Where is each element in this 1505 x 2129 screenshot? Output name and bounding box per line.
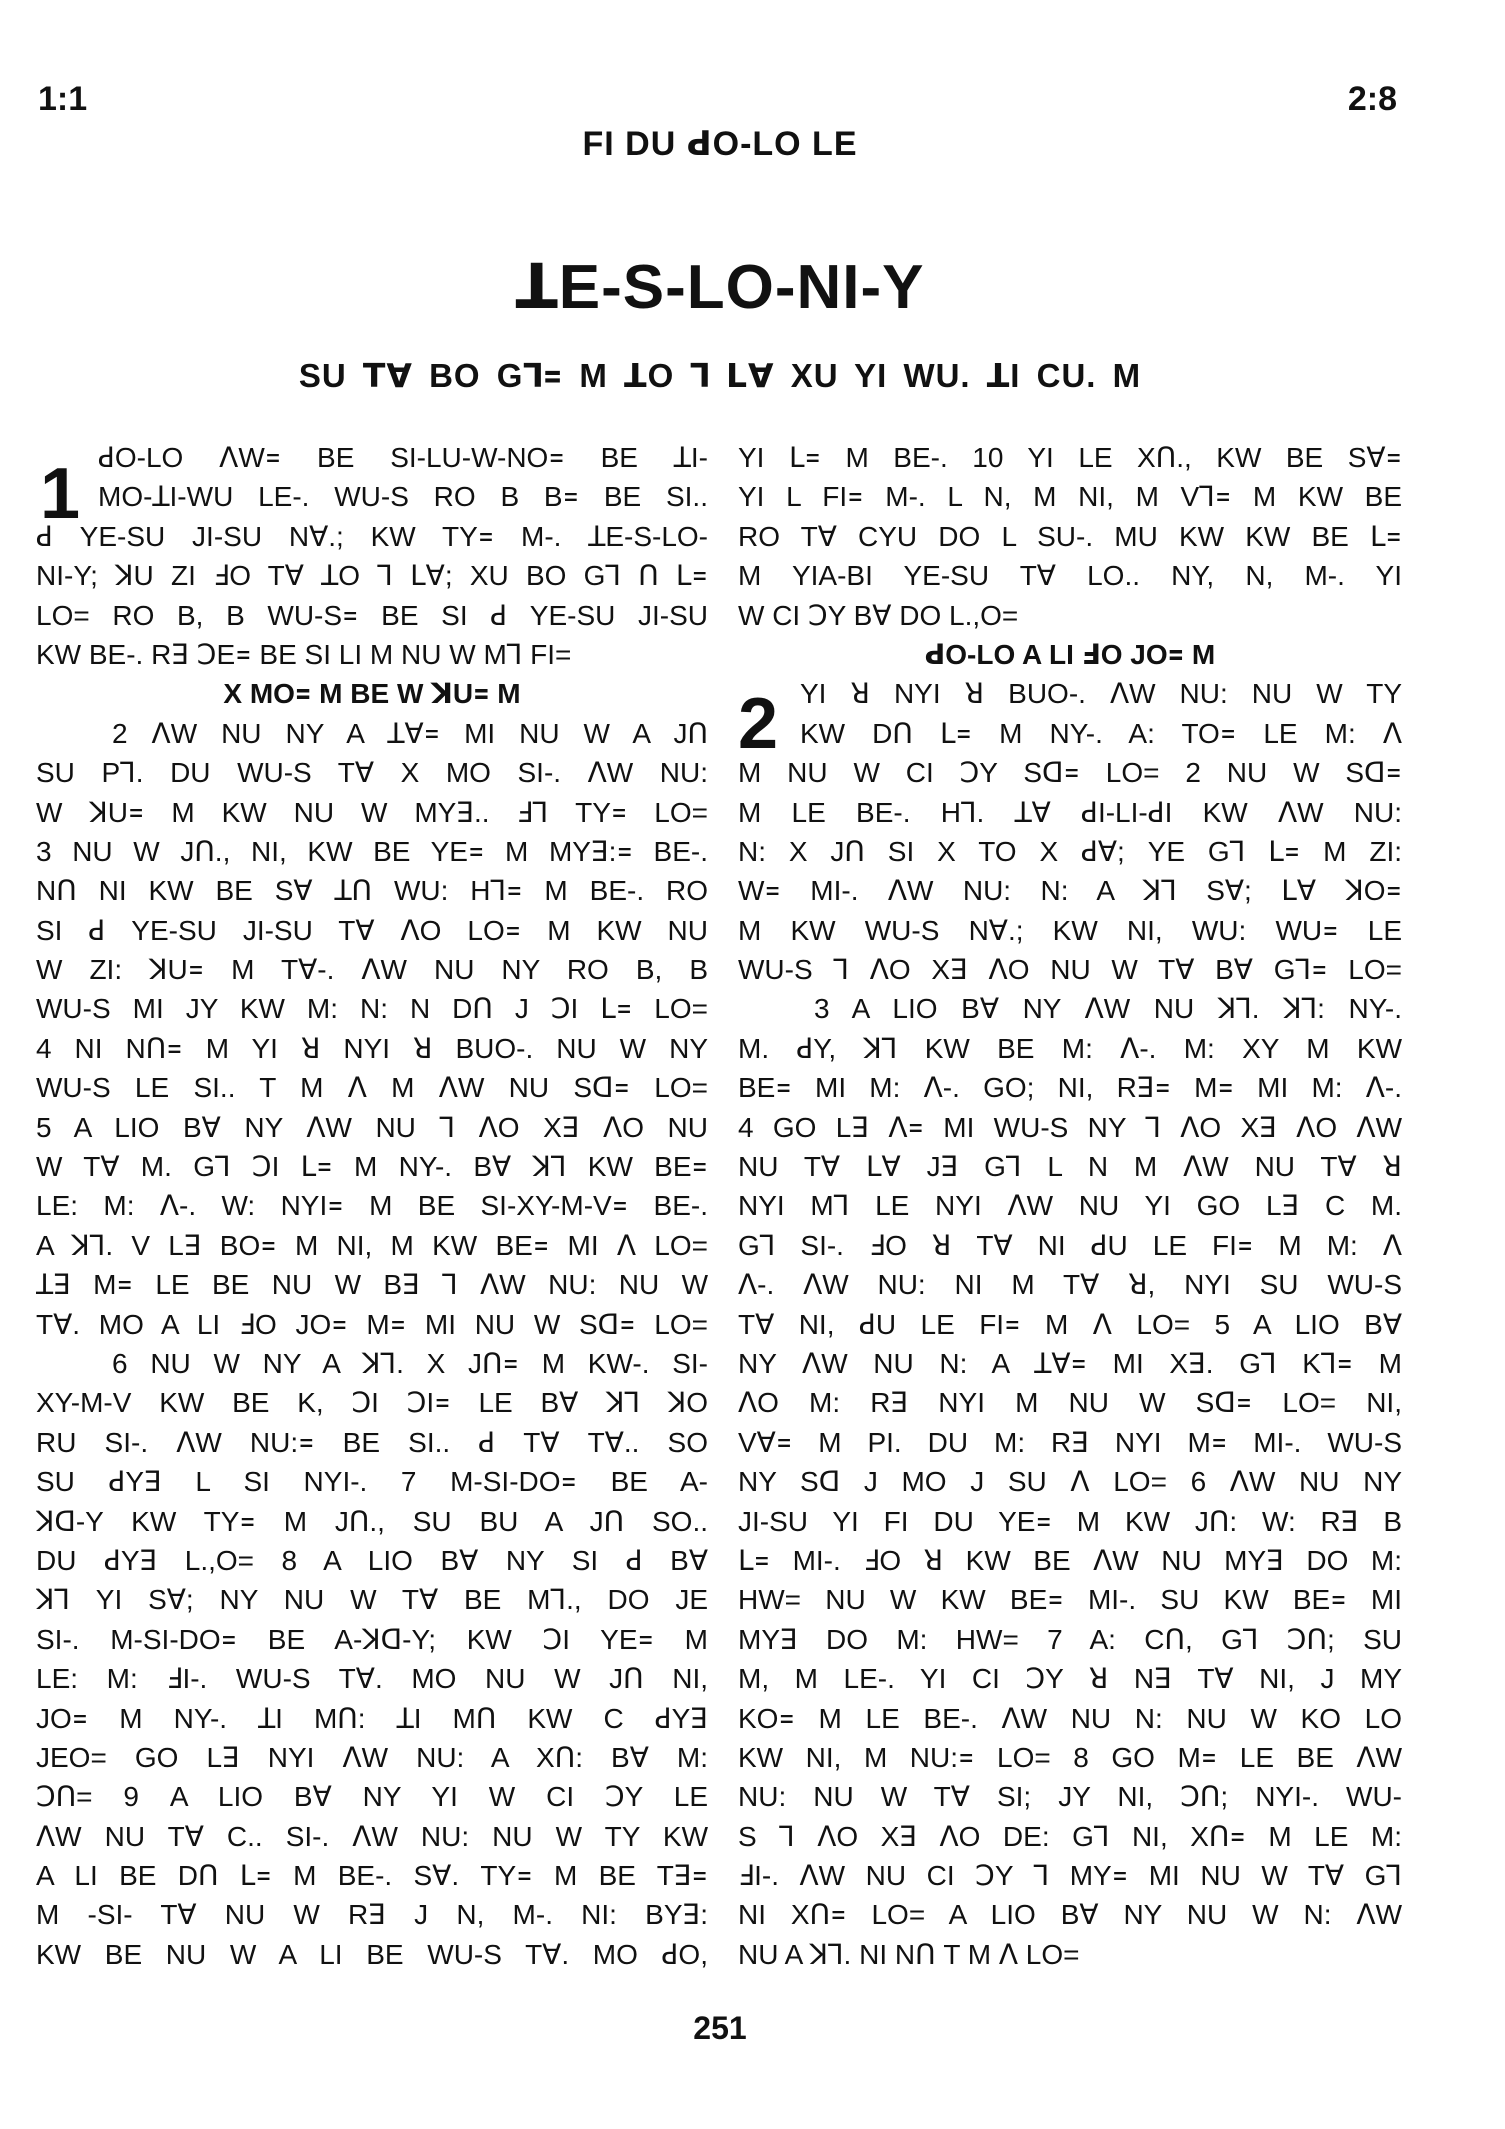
text-line: M -SI- Tꓯ NU W Rꓱ J N, M-. NI: BYꓱ: bbox=[36, 1899, 708, 1931]
text-line: ꓒO-LO ꓥW꓿ BE SI-LU-W-NO꓿ BE ꓕI- bbox=[98, 442, 708, 473]
text-line: WU-S MI JY KW M: N: N Dꓵ J ꓛI ꓡ꓿ LO= bbox=[36, 993, 708, 1025]
text-line: WU-S LE SI.. T M ꓥ M ꓥW NU Sꓷ꓿ LO= bbox=[36, 1072, 708, 1104]
text-line: ꓛꓵ= 9 A LIO Bꓯ NY YI W CI ꓛY LE bbox=[36, 1781, 708, 1813]
text-line: LE: M: ꓞI-. WU-S Tꓯ. MO NU W Jꓵ NI, bbox=[36, 1663, 708, 1695]
text-line: ꓞI-. ꓥW NU CI ꓛY ꓶ MY꓿ MI NU W Tꓯ Gꓶ bbox=[738, 1860, 1402, 1892]
text-line: ꓥ-. ꓥW NU: NI M Tꓯ ꓤ, NYI SU WU-S bbox=[738, 1269, 1402, 1301]
text-line: RU SI-. ꓥW NU:꓿ BE SI.. ꓒ Tꓯ Tꓯ.. SO bbox=[36, 1426, 708, 1458]
text-line: 4 GO Lꓱ ꓥ꓿ MI WU-S NY ꓶ ꓥO Xꓱ ꓥO ꓥW bbox=[738, 1111, 1402, 1143]
text-line: A LI BE Dꓵ ꓡ꓿ M BE-. Sꓯ. TY꓿ M BE Tꓱ꓿ bbox=[36, 1860, 708, 1892]
text-line: SU ꓒYꓱ L SI NYI-. 7 M-SI-DO꓿ BE A- bbox=[36, 1466, 708, 1498]
text-line: KW Dꓵ ꓡ꓿ M NY-. A: TO꓿ LE M: ꓥ bbox=[800, 717, 1402, 749]
text-line: Tꓯ NI, ꓒU LE FI꓿ M ꓥ LO= 5 A LIO Bꓯ bbox=[738, 1308, 1402, 1340]
text-line: YI ꓤ NYI ꓤ BUO-. ꓥW NU: NU W TY bbox=[800, 678, 1402, 710]
text-line: NU Tꓯ ꓡꓯ Jꓱ Gꓶ L N M ꓥW NU Tꓯ ꓤ bbox=[738, 1151, 1402, 1183]
text-line: ꓕꓱ M꓿ LE BE NU W Bꓱ ꓶ ꓥW NU: NU W bbox=[36, 1269, 708, 1301]
text-line: W ZI: ꓘU꓿ M Tꓯ-. ꓥW NU NY RO B, B bbox=[36, 954, 708, 986]
text-line: 6 NU W NY A ꓘꓶ. X Jꓵ꓿ M KW-. SI- bbox=[112, 1347, 708, 1379]
text-line: KO꓿ M LE BE-. ꓥW NU N: NU W KO LO bbox=[738, 1702, 1402, 1734]
text-line: YI L FI꓿ M-. L N, M NI, M Vꓶ꓿ M KW BE bbox=[738, 481, 1402, 513]
text-line: M YIA-BI YE-SU Tꓯ LO.. NY, N, M-. YI bbox=[738, 560, 1402, 592]
text-line: ꓒO-LO A LI ꓞO JO꓿ M bbox=[924, 638, 1216, 670]
chapter-verse-ref-start: 1:1 bbox=[38, 80, 88, 118]
text-line: NU A ꓘꓶ. NI Nꓵ T M ꓥ LO= bbox=[738, 1938, 1080, 1970]
text-line: ꓒ YE-SU JI-SU Nꓯ.; KW TY꓿ M-. ꓕE-S-LO- bbox=[36, 520, 708, 552]
text-line: BE꓿ MI M: ꓥ-. GO; NI, Rꓱ꓿ M꓿ MI M: ꓥ-. bbox=[738, 1072, 1402, 1104]
text-line: KW BE NU W A LI BE WU-S Tꓯ. MO ꓒO, bbox=[36, 1938, 708, 1970]
text-line: JI-SU YI FI DU YE꓿ M KW Jꓵ: W: Rꓱ B bbox=[738, 1505, 1402, 1537]
text-line: SI-. M-SI-DO꓿ BE A-ꓘꓷ-Y; KW ꓛI YE꓿ M bbox=[36, 1623, 708, 1655]
book-subtitle: SU ꓔꓯ BO Gꓶ꓿ M ꓕO ꓶ ꓡꓯ XU YI WU. ꓕI CU. M bbox=[298, 357, 1142, 394]
text-line: 2 ꓥW NU NY A ꓕꓯ꓿ MI NU W A Jꓵ bbox=[112, 717, 708, 749]
text-line: LE: M: ꓥ-. W: NYI꓿ M BE SI-XY-M-V꓿ BE-. bbox=[36, 1190, 708, 1222]
text-line: NI Xꓵ꓿ LO= A LIO Bꓯ NY NU W N: ꓥW bbox=[738, 1899, 1402, 1931]
book-title: ꓕE-S-LO-NI-Y bbox=[515, 253, 925, 322]
page-number: 251 bbox=[693, 2010, 747, 2046]
running-header: FI DU ꓒO-LO LE bbox=[582, 125, 858, 163]
chapter-number-1: 1 bbox=[40, 454, 81, 534]
text-line: W CI ꓛY Bꓯ DO L.,O= bbox=[738, 599, 1019, 631]
chapter-number-2: 2 bbox=[738, 684, 779, 764]
text-line: M KW WU-S Nꓯ.; KW NI, WU: WU꓿ LE bbox=[738, 914, 1402, 946]
text-line: SI ꓒ YE-SU JI-SU Tꓯ ꓥO LO꓿ M KW NU bbox=[36, 914, 708, 946]
text-line: S ꓶ ꓥO Xꓱ ꓥO DE: Gꓶ NI, Xꓵ꓿ M LE M: bbox=[738, 1820, 1402, 1852]
text-line: KW NI, M NU:꓿ LO= 8 GO M꓿ LE BE ꓥW bbox=[738, 1741, 1402, 1773]
text-line: HW= NU W KW BE꓿ MI-. SU KW BE꓿ MI bbox=[738, 1584, 1402, 1616]
text-line: YI ꓡ꓿ M BE-. 10 YI LE Xꓵ., KW BE Sꓯ꓿ bbox=[738, 442, 1402, 473]
text-line: A ꓘꓶ. V Lꓱ BO꓿ M NI, M KW BE꓿ MI ꓥ LO= bbox=[36, 1229, 708, 1261]
left-text-column bbox=[36, 438, 708, 1974]
chapter-verse-ref-end: 2:8 bbox=[1347, 80, 1397, 118]
text-line: W Tꓯ M. Gꓶ ꓛI ꓡ꓿ M NY-. Bꓯ ꓘꓶ KW BE꓿ bbox=[36, 1151, 708, 1183]
text-line: NI-Y; ꓘU ZI ꓞO Tꓯ ꓕO ꓶ ꓡꓯ; XU BO Gꓶ ꓵ ꓡ꓿ bbox=[36, 560, 708, 592]
text-line: Vꓯ꓿ M PI. DU M: Rꓱ NYI M꓿ MI-. WU-S bbox=[738, 1426, 1402, 1458]
text-line: N: X Jꓵ SI X TO X ꓒꓯ; YE Gꓶ ꓡ꓿ M ZI: bbox=[738, 835, 1402, 867]
text-line: X MO꓿ M BE W ꓘU꓿ M bbox=[223, 678, 521, 710]
text-line: Gꓶ SI-. ꓞO ꓤ Tꓯ NI ꓒU LE FI꓿ M M: ꓥ bbox=[738, 1229, 1402, 1261]
text-line: 3 A LIO Bꓯ NY ꓥW NU ꓘꓶ. ꓘꓶ: NY-. bbox=[814, 993, 1402, 1025]
text-line: KW BE-. Rꓱ ꓛE꓿ BE SI LI M NU W Mꓶ FI= bbox=[36, 638, 572, 670]
text-line: DU ꓒYꓱ L.,O= 8 A LIO Bꓯ NY SI ꓒ Bꓯ bbox=[36, 1544, 708, 1576]
text-line: ꓘꓷ-Y KW TY꓿ M Jꓵ., SU BU A Jꓵ SO.. bbox=[36, 1505, 708, 1537]
text-line: ꓥW NU Tꓯ C.. SI-. ꓥW NU: NU W TY KW bbox=[36, 1820, 708, 1852]
text-line: NU: NU W Tꓯ SI; JY NI, ꓛꓵ; NYI-. WU- bbox=[738, 1781, 1402, 1813]
text-line: ꓘꓶ YI Sꓯ; NY NU W Tꓯ BE Mꓶ., DO JE bbox=[36, 1584, 708, 1616]
text-line: Tꓯ. MO A LI ꓞO JO꓿ M꓿ MI NU W Sꓷ꓿ LO= bbox=[36, 1308, 708, 1340]
text-line: M. ꓒY, ꓘꓶ KW BE M: ꓥ-. M: XY M KW bbox=[738, 1032, 1402, 1064]
text-line: W꓿ MI-. ꓥW NU: N: A ꓘꓶ Sꓯ; ꓡꓯ ꓘO꓿ bbox=[738, 875, 1402, 907]
right-text-column bbox=[738, 438, 1402, 1974]
text-line: ꓡ꓿ MI-. ꓞO ꓤ KW BE ꓥW NU MYꓱ DO M: bbox=[738, 1544, 1402, 1576]
text-line: W ꓘU꓿ M KW NU W MYꓱ.. ꓞꓶ TY꓿ LO= bbox=[36, 796, 708, 828]
text-line: Nꓵ NI KW BE Sꓯ ꓕꓵ WU: Hꓶ꓿ M BE-. RO bbox=[36, 875, 708, 907]
text-line: M NU W CI ꓛY Sꓷ꓿ LO= 2 NU W Sꓷ꓿ bbox=[738, 757, 1402, 789]
text-line: NYI Mꓶ LE NYI ꓥW NU YI GO Lꓱ C M. bbox=[738, 1190, 1402, 1222]
text-line: NY Sꓷ J MO J SU ꓥ LO= 6 ꓥW NU NY bbox=[738, 1466, 1402, 1498]
text-line: MO-ꓕI-WU LE-. WU-S RO B B꓿ BE SI.. bbox=[98, 481, 708, 513]
text-line: XY-M-V KW BE K, ꓛI ꓛI꓿ LE Bꓯ ꓘꓶ ꓘO bbox=[36, 1387, 708, 1419]
text-line: MYꓱ DO M: HW= 7 A: Cꓵ, Gꓶ ꓛꓵ; SU bbox=[738, 1623, 1402, 1655]
text-line: 4 NI Nꓵ꓿ M YI ꓤ NYI ꓤ BUO-. NU W NY bbox=[36, 1032, 708, 1064]
text-line: SU Pꓶ. DU WU-S Tꓯ X MO SI-. ꓥW NU: bbox=[36, 757, 708, 789]
text-line: 5 A LIO Bꓯ NY ꓥW NU ꓶ ꓥO Xꓱ ꓥO NU bbox=[36, 1111, 708, 1143]
text-line: RO Tꓯ CYU DO L SU-. MU KW KW BE ꓡ꓿ bbox=[738, 520, 1402, 552]
text-line: JEO= GO Lꓱ NYI ꓥW NU: A Xꓵ: Bꓯ M: bbox=[36, 1741, 708, 1773]
text-line: JO꓿ M NY-. ꓕI Mꓵ: ꓕI Mꓵ KW C ꓒYꓱ bbox=[36, 1702, 708, 1734]
text-line: LO= RO B, B WU-S꓿ BE SI ꓒ YE-SU JI-SU bbox=[36, 599, 708, 631]
text-line: M, M LE-. YI CI ꓛY ꓤ Nꓱ Tꓯ NI, J MY bbox=[738, 1663, 1402, 1695]
text-line: M LE BE-. Hꓶ. ꓕꓯ ꓒI-LI-ꓒI KW ꓥW NU: bbox=[738, 796, 1402, 828]
text-line: WU-S ꓶ ꓥO Xꓱ ꓥO NU W Tꓯ Bꓯ Gꓶ꓿ LO= bbox=[738, 954, 1402, 986]
text-line: ꓥO M: Rꓱ NYI M NU W Sꓷ꓿ LO= NI, bbox=[738, 1387, 1402, 1419]
text-line: 3 NU W Jꓵ., NI, KW BE YE꓿ M MYꓱ:꓿ BE-. bbox=[36, 835, 708, 867]
text-line: NY ꓥW NU N: A ꓕꓯ꓿ MI Xꓱ. Gꓶ Kꓶ꓿ M bbox=[738, 1347, 1402, 1379]
